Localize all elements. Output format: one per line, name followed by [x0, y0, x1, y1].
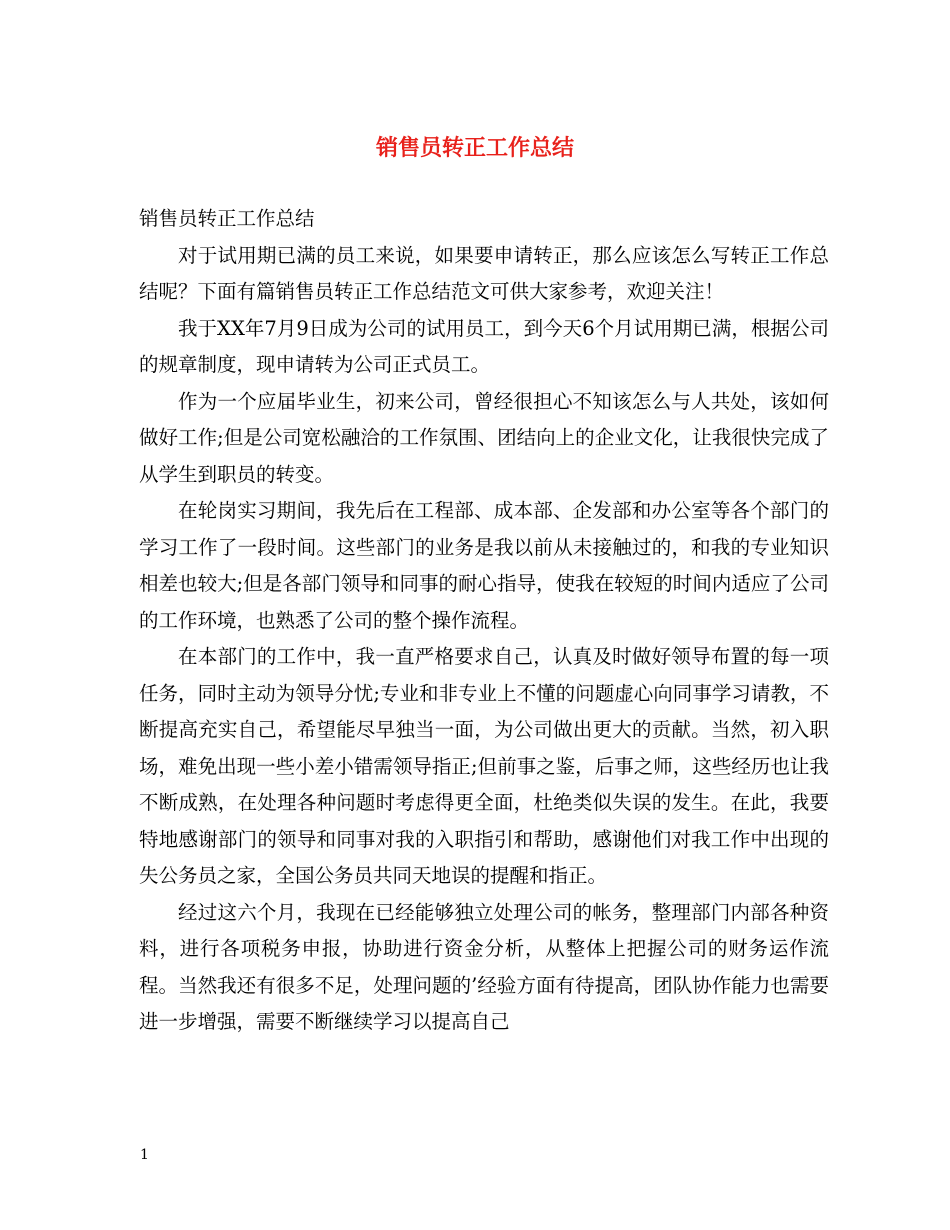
page-number: 1	[140, 1147, 149, 1163]
paragraph-six-months: 经过这六个月，我现在已经能够独立处理公司的帐务，整理部门内部各种资料，进行各项税务申报，协助进行资金分析，从整体上把握公司的财务运作流程。当然我还有很多不足，处理问题的’经验方面有待提高，团队协作能力也需要进一步增强，需要不断继续学习以提高自己	[139, 900, 829, 1033]
paragraph-intro: 对于试用期已满的员工来说，如果要申请转正，那么应该怎么写转正工作总结呢？下面有篇销售员转正工作总结范文可供大家参考，欢迎关注！	[139, 243, 829, 303]
document-body	[139, 201, 829, 1041]
paragraph-department-work: 在本部门的工作中，我一直严格要求自己，认真及时做好领导布置的每一项任务，同时主动为领导分忧;专业和非专业上不懂的问题虚心向同事学习请教，不断提高充实自己，希望能尽早独当一面，为公司做出更大的贡献。当然，初入职场，难免出现一些小差小错需领导指正;但前事之鉴，后事之师，这些经历也让我不断成熟，在处理各种问题时考虑得更全面，杜绝类似失误的发生。在此，我要特地感谢部门的领导和同事对我的入职指引和帮助，感谢他们对我工作中出现的失公务员之家，全国公务员共同天地误的提醒和指正。	[139, 645, 829, 887]
paragraph-graduate: 作为一个应届毕业生，初来公司，曾经很担心不知该怎么与人共处，该如何做好工作;但是公司宽松融洽的工作氛围、团结向上的企业文化，让我很快完成了从学生到职员的转变。	[139, 389, 829, 486]
paragraph-probation: 我于XX年7月9日成为公司的试用员工，到今天6个月试用期已满，根据公司的规章制度，现申请转为公司正式员工。	[139, 316, 829, 376]
paragraph-heading: 销售员转正工作总结	[139, 207, 315, 230]
document-title: 销售员转正工作总结	[375, 135, 574, 161]
paragraph-rotation: 在轮岗实习期间，我先后在工程部、成本部、企发部和办公室等各个部门的学习工作了一段时间。这些部门的业务是我以前从未接触过的，和我的专业知识相差也较大;但是各部门领导和同事的耐心指导，使我在较短的时间内适应了公司的工作环境，也熟悉了公司的整个操作流程。	[139, 499, 829, 632]
